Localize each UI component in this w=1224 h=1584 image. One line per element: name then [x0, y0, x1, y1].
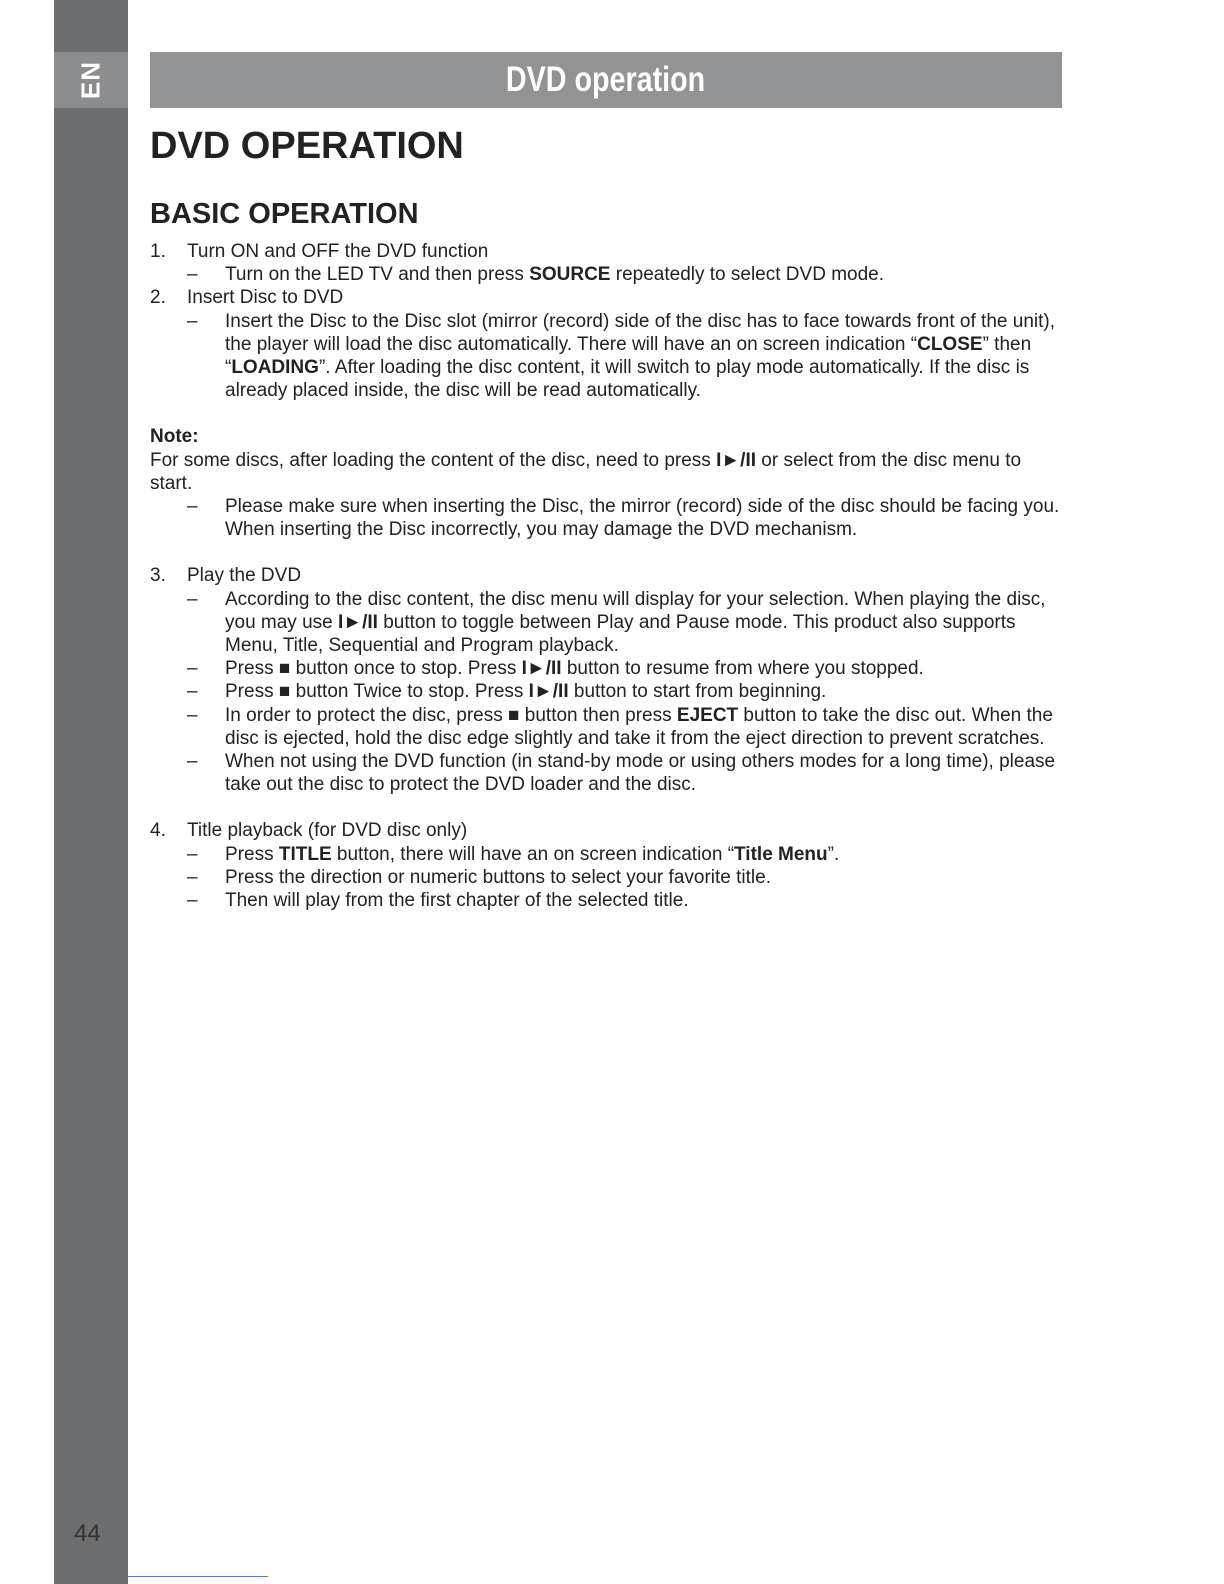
play-pause-icon: I►/II — [338, 611, 378, 633]
note-bullet: – Please make sure when inserting the Disc, the mirror (record) side of the disc should be facing you. When inserting the Disc incorrectly, you may damage the DVD mechanism. — [187, 496, 1060, 541]
title-menu-indication: Title Menu — [734, 843, 828, 865]
eject-button-name: EJECT — [676, 704, 739, 726]
step-number: 4. — [150, 820, 166, 842]
step-2 — [150, 286, 1062, 402]
section-header — [150, 52, 1062, 108]
step-bullet: – Press ■ button Twice to stop. Press I►/II button to start from beginning. — [187, 681, 827, 703]
play-pause-icon: I►/II — [716, 449, 757, 471]
page-number: 44 — [74, 1520, 101, 1547]
language-tab — [54, 52, 128, 108]
step-bullet: – Press TITLE button, there will have an on screen indication “Title Menu”. — [187, 843, 840, 865]
stop-icon: ■ — [278, 681, 291, 703]
note-block — [150, 425, 1062, 541]
step-bullet: – Press the direction or numeric buttons to select your favorite title. — [187, 866, 771, 888]
step-bullet: – According to the disc content, the disc menu will display for your selection. When playing the disc, you may use I►/II button to toggle between Play and Pause mode. This product also supports Menu, Title, Sequential and Program playback. — [187, 588, 1046, 657]
section-title: BASIC OPERATION — [150, 198, 419, 230]
title-button-name: TITLE — [278, 843, 332, 865]
stop-icon: ■ — [278, 658, 291, 680]
step-title: Play the DVD — [187, 565, 302, 587]
step-title: Title playback (for DVD disc only) — [187, 820, 468, 842]
step-title: Insert Disc to DVD — [187, 287, 344, 309]
stop-icon: ■ — [508, 704, 520, 726]
note-text: For some discs, after loading the content of the disc, need to press I►/II or select from the disc menu to start. — [150, 449, 1022, 494]
step-3 — [150, 564, 1062, 796]
dash-marker: – — [187, 496, 198, 518]
dash-marker: – — [187, 310, 198, 332]
section-header-title: DVD operation — [506, 60, 706, 99]
step-title: Turn ON and OFF the DVD function — [187, 241, 489, 262]
loading-indication: LOADING — [231, 357, 319, 379]
source-button-name: SOURCE — [529, 264, 611, 286]
dash-marker: – — [187, 264, 198, 286]
note-label: Note: — [150, 426, 199, 448]
step-bullet: – Turn on the LED TV and then press SOURCE repeatedly to select DVD mode. — [187, 264, 885, 286]
step-bullet: – When not using the DVD function (in stand-by mode or using others modes for a long time), please take out the disc to protect the DVD loader and the disc. — [187, 751, 1056, 796]
close-indication: CLOSE — [917, 333, 983, 355]
step-bullet: – Press ■ button once to stop. Press I►/II button to resume from where you stopped. — [187, 658, 924, 680]
step-4 — [150, 819, 1062, 912]
page-content — [150, 118, 1062, 912]
step-bullet: – Then will play from the first chapter of the selected title. — [187, 890, 689, 912]
footer-rule — [128, 1576, 268, 1577]
play-pause-icon: I►/II — [521, 658, 562, 680]
step-1 — [150, 240, 1062, 286]
step-number: 1. — [150, 241, 166, 262]
step-number: 2. — [150, 287, 166, 309]
page-title: DVD OPERATION — [150, 125, 464, 167]
play-pause-icon: I►/II — [528, 681, 569, 703]
step-bullet: – In order to protect the disc, press ■ button then press EJECT button to take the disc out. When the disc is ejected, hold the disc edge slightly and take it from the eject direction to prevent scratches. — [187, 704, 1053, 749]
step-bullet: – Insert the Disc to the Disc slot (mirror (record) side of the disc has to face towards front of the unit), the player will load the disc automatically. There will have an on screen indication “CLOSE” then “LOADING”. After loading the disc content, it will switch to play mode automatically. If the disc is already placed inside, the disc will be read automatically. — [187, 310, 1055, 402]
language-label: EN — [75, 60, 106, 100]
step-number: 3. — [150, 565, 166, 587]
sidebar — [54, 0, 128, 1584]
